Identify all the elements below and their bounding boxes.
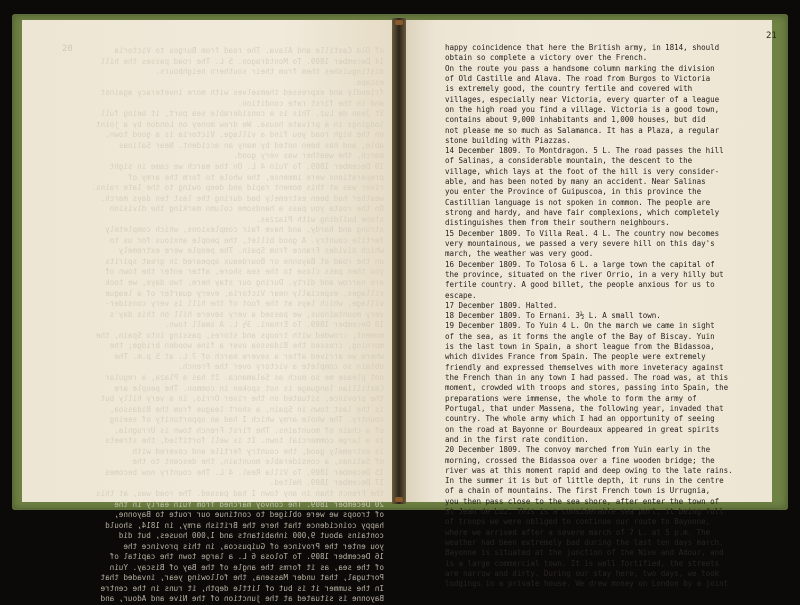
bleed-through-line: country. The whole army which I had an opportunity of seeing [109, 415, 384, 425]
bleed-through-line: On the route you pass a handsome column marking the division [109, 204, 384, 214]
text-line: Castillian language is not spoken in common. The people are [445, 197, 711, 207]
bleed-through-line: not please me so much as Salamanca. It has a Plaza, a regular [105, 372, 384, 382]
bleed-through-line: weather had been extremely bad during the last ten days march. [100, 193, 384, 203]
bleed-through-line: Portugal, that under Massena, the following year, invaded that [100, 573, 384, 583]
bleed-through-line: St Jean de Luz. This is a considerable sea port, it being full [100, 109, 384, 119]
bleed-through-line: where we arrived after a severe march of 7 L. at 5 p.m. The [114, 351, 384, 361]
text-line: preparations were immense, the whole to form the army of [445, 393, 697, 403]
text-line: where we arrived after a severe march of 7 L. at 5 p.m. The [445, 527, 711, 537]
text-line: contains about 9,000 inhabitants and 1,000 houses, but did [445, 115, 706, 125]
bleed-through-line: is extremely good, the country fertile and covered with [132, 446, 384, 456]
text-line: morning, crossed the Bidassoa over a fine wooden bridge; the [445, 455, 715, 465]
bleed-through-line: lodgings in a private house. We drew money on London by a joint [95, 119, 384, 129]
bleed-through-line: which divides France from Spain. The people were extremely [118, 246, 384, 256]
text-line: obtain so complete a victory over the French. [445, 53, 648, 63]
text-line: In the summer it is but of little depth, it runs in the centre [445, 476, 724, 486]
bleed-through-line: of Old Castille and Alava. The road from Burgos to Victoria [114, 46, 384, 55]
bleed-through-line: 20 December 1809. The convoy marched from Yuin early in the [114, 499, 384, 509]
bleed-through-line: obtain so complete a victory over the French. [178, 362, 384, 372]
text-line: 19 December 1809. To Yuin 4 L. On the march we came in sight [445, 321, 715, 331]
text-line: river was at this moment rapid and deep owing to the late rains. [445, 465, 733, 475]
bleed-through-line: of troops we were obliged to continue our route to Bayonne, [114, 510, 384, 520]
text-line: distinguishes them from their southern neighbours. [445, 218, 670, 228]
text-line: fertile country. A good billet, the people anxious for us to [445, 280, 715, 290]
text-line: is a large commercial town. It is well fortified, the streets [445, 558, 720, 568]
text-line: of Salinas, a considerable mountain, the descent to the [445, 156, 693, 166]
text-line: country. The whole army which I had an opportunity of seeing [445, 414, 715, 424]
bleed-through-line: the French than in any town I had passed. The road was, at this [95, 488, 384, 498]
text-line: 17 December 1809. Halted. [445, 300, 558, 310]
text-line: friendly and expressed themselves with more inveteracy against [445, 362, 724, 372]
bleed-through-line: is a large commercial town. It is well fortified, the streets [105, 436, 384, 446]
bleed-through-line: on the road at Bayonne or Bourdeaux appeared in great spirits [105, 256, 384, 266]
bleed-through-line: of the sea, as it forms the angle of the Bay of Biscay. Yuin [109, 562, 384, 572]
bleed-through-line: and in the first rate condition. [237, 98, 384, 108]
text-line: 16 December 1809. To Tolosa 6 L. a large town the capital of [445, 259, 715, 269]
page-number: 21 [766, 31, 777, 41]
bleed-through-line: distinguishes them from their southern neighbours. [155, 67, 384, 77]
text-line: St Jean de Luz. This is a considerable sea port, it being full [445, 507, 724, 517]
bleed-through-line: villages, especially near Victoria, every quarter of a league [105, 288, 384, 298]
text-line: on the high road you find a village. Victoria is a good town, [445, 104, 720, 114]
text-line: strong and hardy, and have fair complexions, which completely [445, 208, 720, 217]
text-line: Portugal, that under Massena, the following year, invaded that [445, 403, 724, 413]
binding-stitch [395, 497, 403, 502]
typed-page-text [445, 43, 765, 590]
bleed-through-line: morning, crossed the Bidassoa over a fine wooden bridge; the [109, 341, 384, 351]
text-line: able, and has been noted by many an accident. Near Salinas [445, 177, 706, 187]
text-line: very mountainous, we passed a very severe hill on this day's [445, 238, 715, 248]
text-line: weather had been extremely bad during the last ten days march. [445, 538, 724, 547]
text-line: the province, situated on the river Orrio, in a very hilly but [445, 269, 724, 279]
left-page-bleed-through [44, 46, 384, 605]
text-line: of troops we were obliged to continue our route to Bayonne, [445, 517, 711, 527]
bleed-through-line: 16 December 1809. To Tolosa 6 L. a large town the capital of [109, 552, 384, 562]
bleed-through-line: happy coincidence that here the British army, in 1814, should [105, 520, 384, 530]
text-line: are narrow and dirty. During our stay here, two days, we took [445, 568, 720, 578]
text-line: of Old Castille and Alava. The road from Burgos to Victoria [445, 73, 711, 83]
bleed-through-line: preparations were immense, the whole to form the army of [127, 172, 384, 182]
bleed-through-line: river was at this moment rapid and deep owing to the late rains. [91, 183, 384, 193]
bleed-through-line: moment, crowded with troops and stores, passing into Spain, the [95, 330, 384, 340]
text-line: stone building with Piazzas. [445, 135, 571, 145]
text-line: march, the weather was very good. [445, 249, 594, 259]
text-line: not please me so much as Salamanca. It has a Plaza, a regular [445, 125, 720, 135]
bleed-through-line: 17 December 1809. Halted. [269, 478, 384, 488]
text-line: is extremely good, the country fertile and covered with [445, 84, 693, 94]
bleed-through-line: 18 December 1809. To Ernani. 3½ L. A small town. [164, 320, 384, 330]
text-line: which divides France from Spain. The people were extremely [445, 352, 706, 362]
bleed-through-line: fertile country. A good billet, the people anxious for us to [109, 235, 384, 245]
book-spine-gutter [392, 18, 406, 504]
text-line: you then pass close to the sea shore, after enter the town of [445, 496, 720, 506]
binding-stitch [395, 20, 403, 25]
bleed-through-line: 19 December 1809. To Yuin 4 L. On the march we came in sight [109, 162, 384, 172]
text-line: villages, especially near Victoria, every quarter of a league [445, 94, 720, 104]
bleed-through-line: on the high road you find a village. Victoria is a good town, [105, 130, 384, 140]
left-page [22, 20, 392, 604]
bleed-through-line: stone building with Piazzas. [255, 214, 384, 224]
bleed-through-line: escape. [351, 77, 384, 87]
text-line: happy coincidence that here the British army, in 1814, should [445, 43, 720, 52]
text-line: moment, crowded with troops and stores, passing into Spain, the [445, 383, 729, 393]
bleed-through-line: Bayonne is situated at the junction of the Nive and Adour, and [100, 594, 384, 604]
text-line: village, which lays at the foot of the hill is very consider- [445, 166, 720, 176]
text-line: lodgings in a private house. We drew money on London by a joint [445, 579, 729, 589]
text-line: on the road at Bayonne or Bourdeaux appeared in great spirits [445, 424, 720, 434]
left-page-bleed-number: 20 [62, 44, 73, 54]
text-line: the French than in any town I had passed. The road was, at this [445, 373, 729, 382]
text-line: 14 December 1809. To Montdragon. 5 L. The road passes the hill [445, 146, 724, 156]
bleed-through-line: of a chain of mountains. The first French town is Urrugnia, [114, 425, 384, 435]
bleed-through-line: In the summer it is but of little depth, it runs in the centre [100, 583, 384, 593]
text-line: escape. [445, 290, 477, 300]
text-line: of the sea, as it forms the angle of the Bay of Biscay. Yuin [445, 331, 715, 341]
bleed-through-line: you then pass close to the sea shore, after enter the town of [105, 267, 384, 277]
bleed-through-line: very mountainous, we passed a very severe hill on this day's [109, 309, 384, 319]
text-line: of a chain of mountains. The first French town is Urrugnia, [445, 486, 711, 496]
text-line: and in the first rate condition. [445, 434, 589, 444]
bleed-through-line: able, and has been noted by many an accident. Near Salinas [118, 140, 384, 150]
text-line: is the last town in Spain, a short league from the Bidassoa, [445, 342, 715, 352]
bleed-through-line: 14 December 1809. To Montdragon. 5 L. The road passes the hill [100, 56, 384, 66]
bleed-through-line: march, the weather was very good. [233, 151, 384, 161]
text-line: Bayonne is situated at the junction of the Nive and Adour, and [445, 548, 724, 558]
bleed-through-line: the province, situated on the river Orrio, in a very hilly but [100, 394, 384, 404]
bleed-through-line: are narrow and dirty. During our stay here, two days, we took [105, 278, 384, 288]
bleed-through-line: village, which lays at the foot of the hill is very consider- [105, 299, 384, 309]
bleed-through-line: Castillian language is not spoken in common. The people are [114, 383, 384, 393]
text-line: 20 December 1809. The convoy marched from Yuin early in the [445, 445, 711, 455]
bleed-through-line: contains about 9,000 inhabitants and 1,000 houses, but did [118, 531, 384, 541]
text-line: 18 December 1809. To Ernani. 3½ L. A small town. [445, 311, 661, 321]
bleed-through-line: you enter the Province of Guipuscoa, in this province the [123, 541, 384, 551]
text-line: you enter the Province of Guipuscoa, in this province the [445, 187, 702, 197]
text-line: 15 December 1809. To Villa Real. 4 L. The country now becomes [445, 228, 720, 238]
bleed-through-line: 15 December 1809. To Villa Real. 4 L. The country now becomes [105, 467, 384, 477]
bleed-through-line: is the last town in Spain, a short league from the Bidassoa, [109, 404, 384, 414]
text-line: On the route you pass a handsome column marking the division [445, 63, 715, 73]
bleed-through-line: of Salinas, a considerable mountain, the descent to the [132, 457, 384, 467]
bleed-through-line: strong and hardy, and have fair complexions, which completely [105, 225, 384, 235]
bleed-through-line: friendly and expressed themselves with more inveteracy against [100, 88, 384, 98]
